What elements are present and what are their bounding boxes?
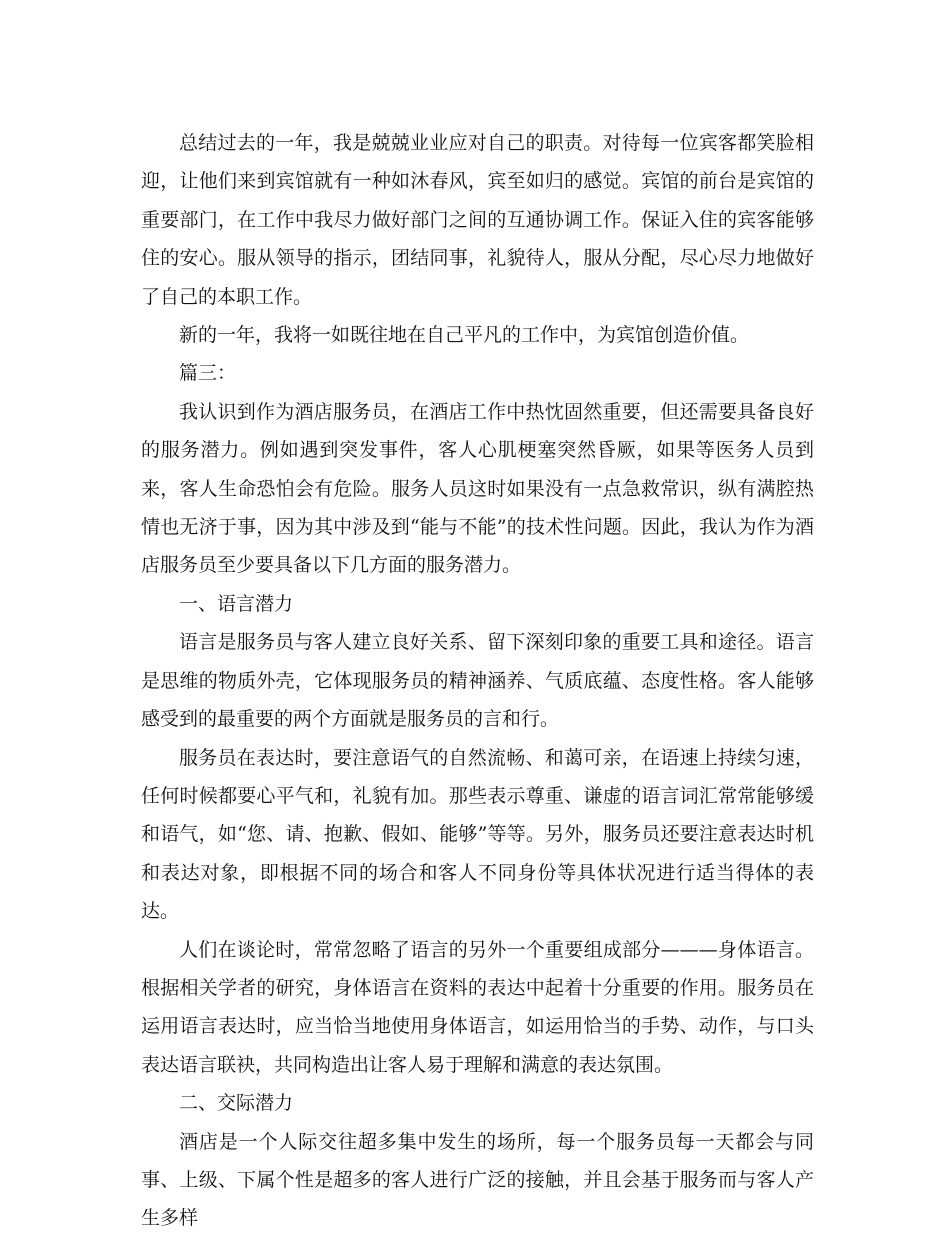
section-heading-communication: 二、交际潜力 — [179, 1092, 294, 1115]
paragraph-communication: 酒店是一个人际交往超多集中发生的场所，每一个服务员每一天都会与同事、上级、下属个性是超多的客人进行广泛的接触，并且会基于服务而与客人产生多样 — [141, 1130, 814, 1230]
paragraph-body-language: 人们在谈论时，常常忽略了语言的另外一个重要组成部分———身体语言。根据相关学者的研究，身体语言在资料的表达中起着十分重要的作用。服务员在运用语言表达时，应当恰当地使用身体语言，如运用恰当的手势、动作，与口头表达语言联袂，共同构造出让客人易于理解和满意的表达氛围。 — [141, 938, 814, 1076]
paragraph-service-ability: 我认识到作为酒店服务员，在酒店工作中热忱固然重要，但还需要具备良好的服务潜力。例如遇到突发事件，客人心肌梗塞突然昏厥，如果等医务人员到来，客人生命恐怕会有危险。服务人员这时如果没有一点急救常识，纵有满腔热情也无济于事，因为其中涉及到“能与不能”的技术性问题。因此，我认为作为酒店服务员至少要具备以下几方面的服务潜力。 — [141, 400, 814, 577]
paragraph-language-intro: 语言是服务员与客人建立良好关系、留下深刻印象的重要工具和途径。语言是思维的物质外壳，它体现服务员的精神涵养、气质底蕴、态度性格。客人能够感受到的最重要的两个方面就是服务员的言和行。 — [141, 631, 814, 731]
document-body — [141, 124, 814, 1238]
section-heading-language: 一、语言潜力 — [179, 592, 294, 615]
paragraph-summary: 总结过去的一年，我是兢兢业业应对自己的职责。对待每一位宾客都笑脸相迎，让他们来到宾馆就有一种如沐春风，宾至如归的感觉。宾馆的前台是宾馆的重要部门，在工作中我尽力做好部门之间的互通协调工作。保证入住的宾客能够住的安心。服从领导的指示，团结同事，礼貌待人，服从分配，尽心尽力地做好了自己的本职工作。 — [141, 132, 814, 308]
paragraph-language-expression: 服务员在表达时，要注意语气的自然流畅、和蔼可亲，在语速上持续匀速，任何时候都要心平气和，礼貌有加。那些表示尊重、谦虚的语言词汇常常能够缓和语气，如“您、请、抱歉、假如、能够”等等。另外，服务员还要注意表达时机和表达对象，即根据不同的场合和客人不同身份等具体状况进行适当得体的表达。 — [141, 746, 814, 923]
section-heading-part-three: 篇三： — [179, 362, 237, 385]
paragraph-new-year: 新的一年，我将一如既往地在自己平凡的工作中，为宾馆创造价值。 — [179, 324, 750, 347]
